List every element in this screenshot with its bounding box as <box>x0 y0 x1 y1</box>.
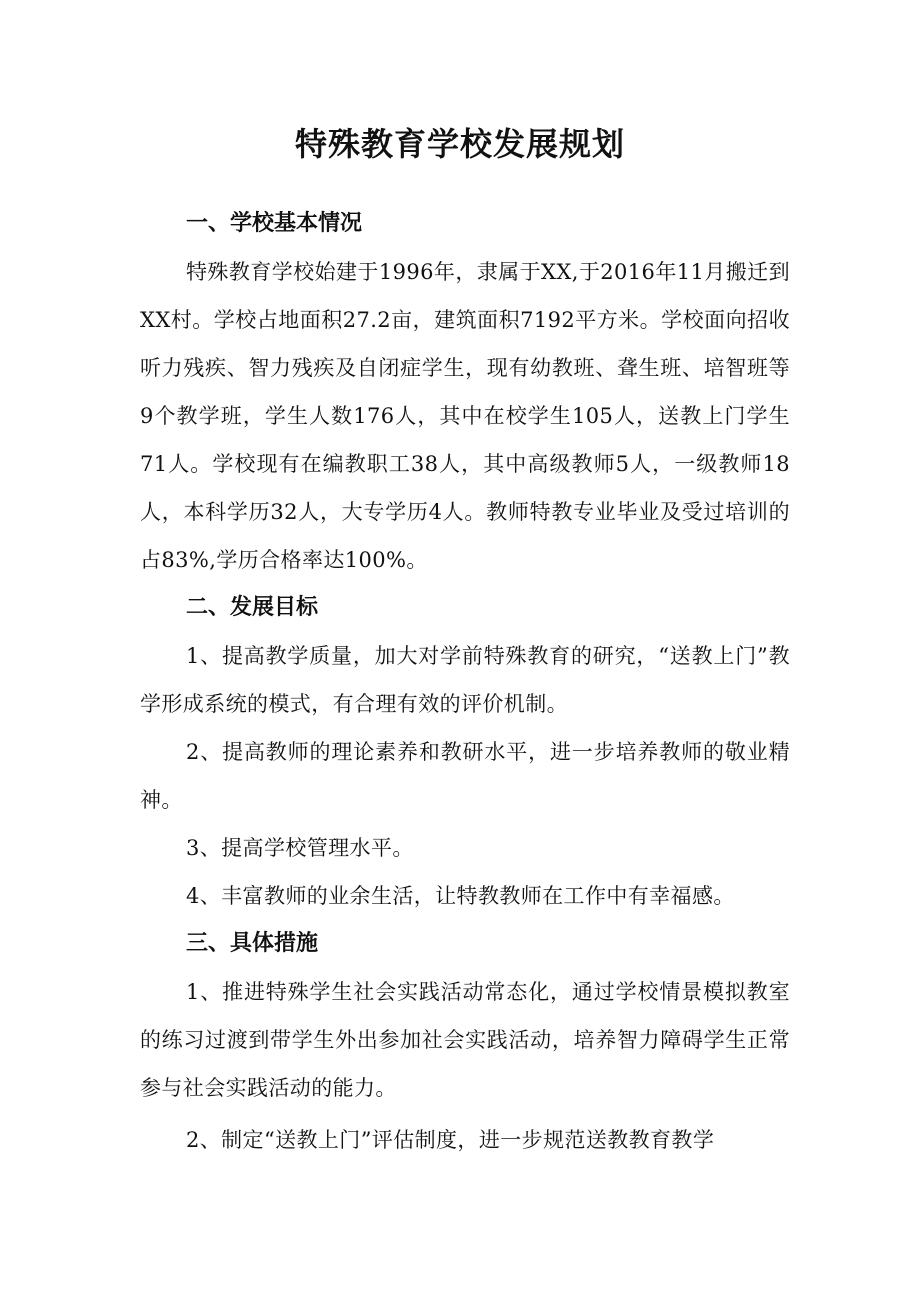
measure-item: 1、推进特殊学生社会实践活动常态化，通过学校情景模拟教室的练习过渡到带学生外出参加社会实践活动，培养智力障碍学生正常参与社会实践活动的能力。 <box>140 980 790 1100</box>
section-heading-goals: 二、发展目标 <box>186 595 319 620</box>
goal-item: 1、提高教学质量，加大对学前特殊教育的研究，“送教上门”教学形成系统的模式，有合理有效的评价机制。 <box>140 644 790 716</box>
section-heading-basic-info: 一、学校基本情况 <box>186 211 363 236</box>
paragraph-basic-info: 特殊教育学校始建于1996年，隶属于XX,于2016年11月搬迁到XX村。学校占地面积27.2亩，建筑面积7192平方米。学校面向招收听力残疾、智力残疾及自闭症学生，现有幼教班、聋生班、培智班等9个教学班，学生人数176人，其中在校学生105人，送教上门学生71人。学校现有在编教职工38人，其中高级教师5人，一级教师18人，本科学历32人，大专学历4人。教师特教专业毕业及受过培训的占83%,学历合格率达100%。 <box>140 260 790 572</box>
goal-item: 3、提高学校管理水平。 <box>186 836 414 860</box>
goal-item: 4、丰富教师的业余生活，让特教教师在工作中有幸福感。 <box>186 884 735 908</box>
document-title: 特殊教育学校发展规划 <box>294 125 625 163</box>
document-body <box>140 200 790 1164</box>
measure-item: 2、制定“送教上门”评估制度，进一步规范送教教育教学 <box>186 1128 715 1152</box>
goal-item: 2、提高教师的理论素养和教研水平，进一步培养教师的敬业精神。 <box>140 740 790 812</box>
section-heading-measures: 三、具体措施 <box>186 931 319 956</box>
